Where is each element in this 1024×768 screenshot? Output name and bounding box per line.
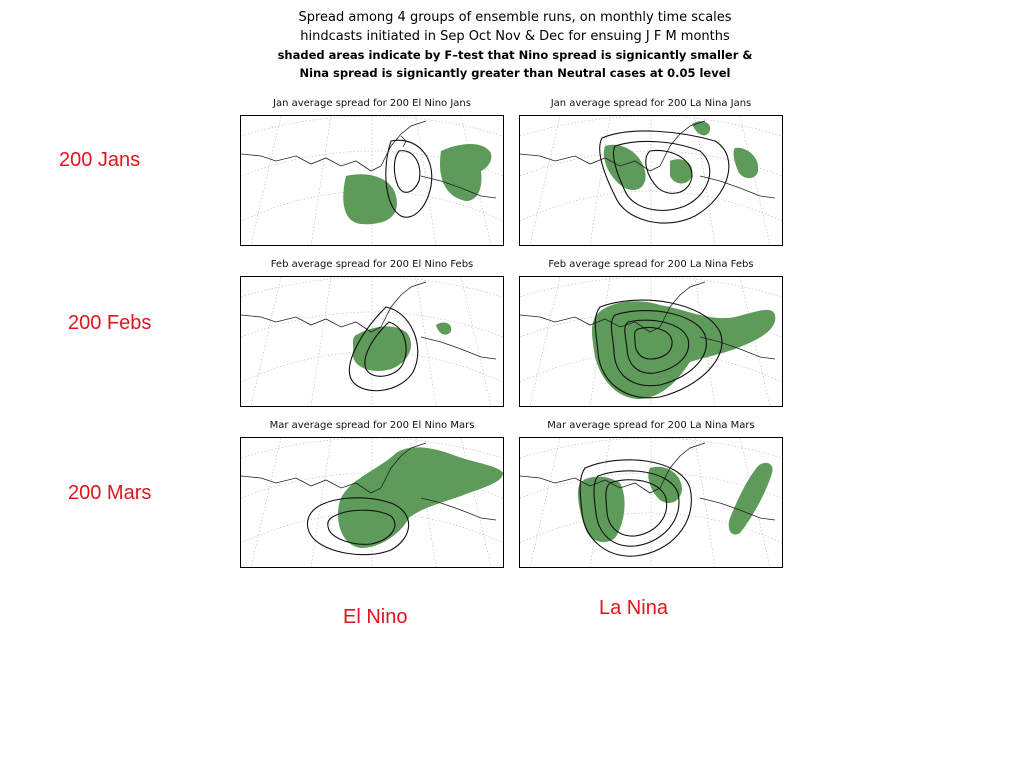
header-line-4: Nina spread is signicantly greater than Neutral cases at 0.05 level xyxy=(299,66,731,80)
shaded-region xyxy=(729,463,773,535)
shaded-region xyxy=(692,121,710,135)
header-line-3: shaded areas indicate by F–test that Nino spread is signicantly smaller & xyxy=(277,48,753,62)
map-panel-jan-lanina xyxy=(519,115,783,246)
shaded-region xyxy=(436,323,451,335)
panel-title-feb-lanina: Feb average spread for 200 La Nina Febs xyxy=(548,259,754,270)
figure-header xyxy=(230,8,800,82)
shaded-region xyxy=(440,144,491,201)
map-mar-elnino xyxy=(241,438,503,567)
row-label-mars: 200 Mars xyxy=(68,482,152,504)
map-panel-feb-elnino xyxy=(240,276,504,407)
spread-contours xyxy=(600,131,729,223)
map-jan-lanina xyxy=(520,116,782,245)
row-label-febs: 200 Febs xyxy=(68,312,152,334)
column-label-la-nina: La Nina xyxy=(599,597,668,619)
panel-title-feb-elnino: Feb average spread for 200 El Nino Febs xyxy=(270,259,474,270)
shaded-region xyxy=(734,148,759,178)
map-panel-mar-lanina xyxy=(519,437,783,568)
map-feb-lanina xyxy=(520,277,782,406)
panel-title-jan-lanina: Jan average spread for 200 La Nina Jans xyxy=(550,98,752,109)
row-label-jans: 200 Jans xyxy=(59,149,141,171)
map-feb-elnino xyxy=(241,277,503,406)
shaded-region xyxy=(670,159,692,183)
map-panel-feb-lanina xyxy=(519,276,783,407)
panel-title-mar-elnino: Mar average spread for 200 El Nino Mars xyxy=(269,420,475,431)
header-line-1: Spread among 4 groups of ensemble runs, on monthly time scales xyxy=(298,10,732,25)
shaded-region xyxy=(592,301,775,399)
header-line-2: hindcasts initiated in Sep Oct Nov & Dec for ensuing J F M months xyxy=(300,29,730,44)
panel-title-jan-elnino: Jan average spread for 200 El Nino Jans xyxy=(273,98,471,109)
map-panel-mar-elnino xyxy=(240,437,504,568)
map-jan-elnino xyxy=(241,116,503,245)
shaded-region xyxy=(604,145,646,190)
coastline xyxy=(520,443,775,520)
map-mar-lanina xyxy=(520,438,782,567)
map-panel-jan-elnino xyxy=(240,115,504,246)
panel-title-mar-lanina: Mar average spread for 200 La Nina Mars xyxy=(547,420,755,431)
column-label-el-nino: El Nino xyxy=(343,606,408,628)
